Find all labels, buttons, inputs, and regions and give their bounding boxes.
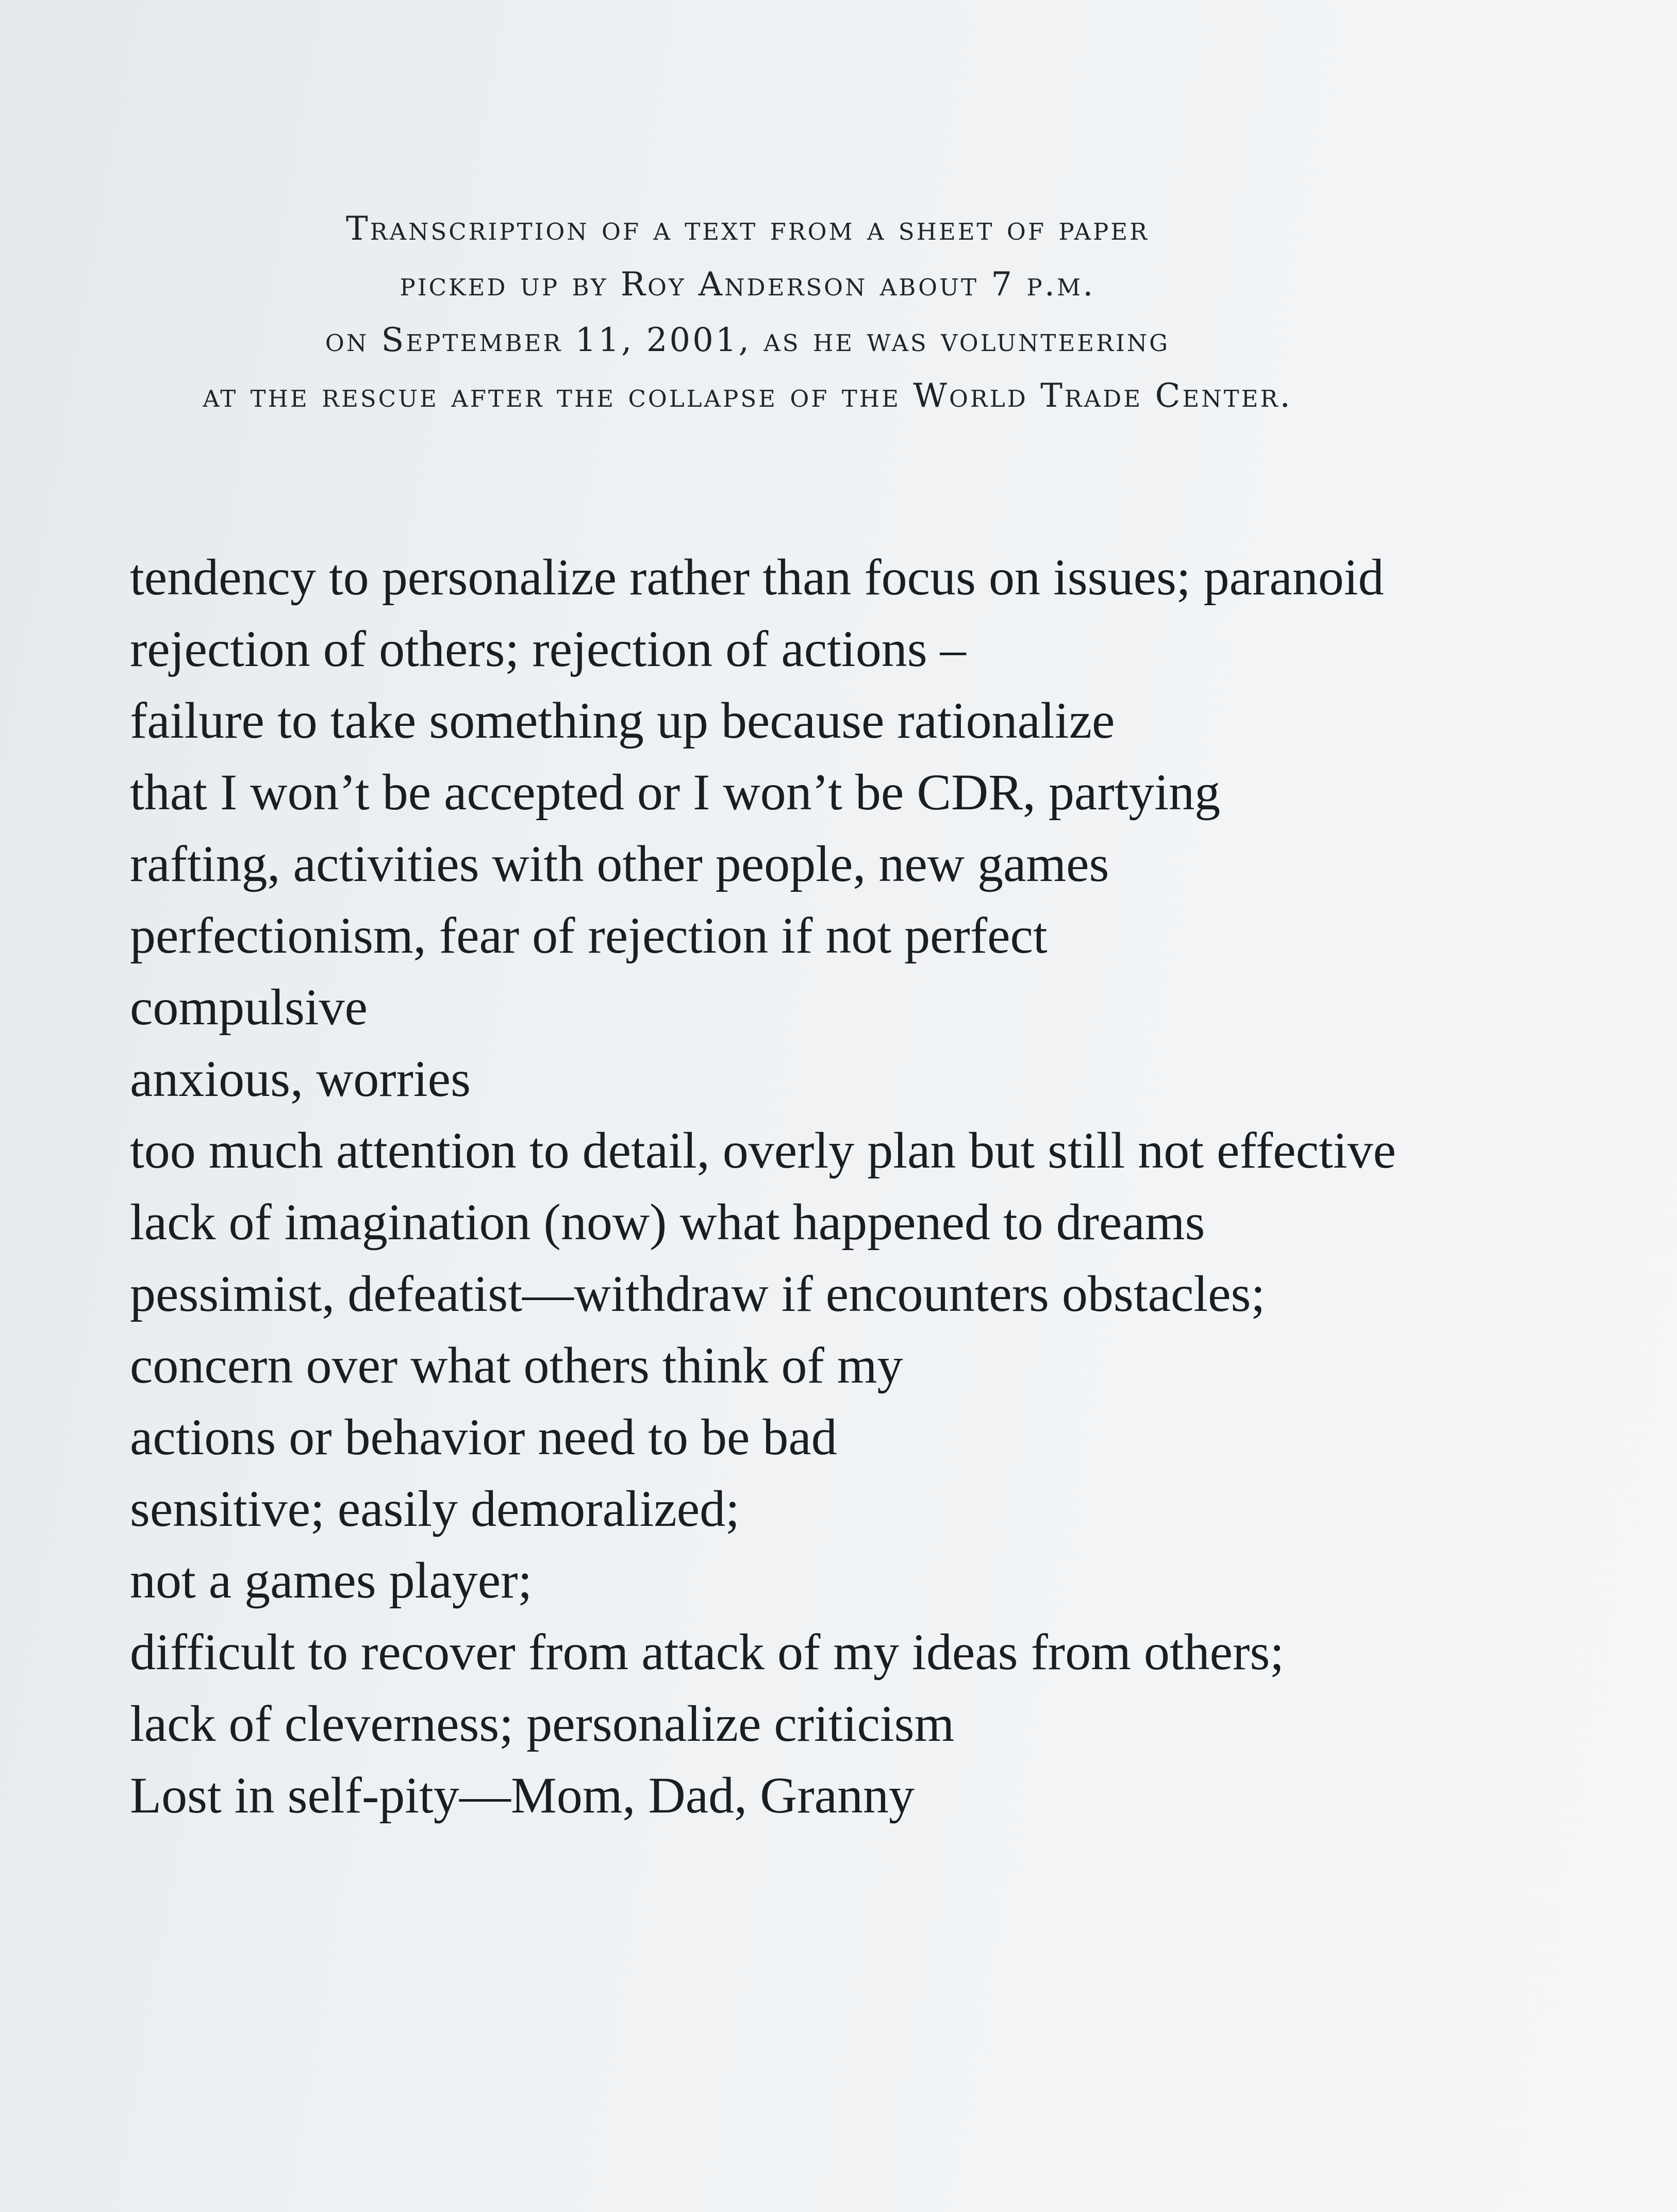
heading-line: Transcription of a text from a sheet of paper bbox=[345, 210, 1150, 248]
text-line: not a games player; bbox=[130, 1552, 533, 1609]
text-line: rafting, activities with other people, new games bbox=[130, 835, 1109, 892]
text-line: pessimist, defeatist––withdraw if encounters obstacles; bbox=[130, 1265, 1266, 1322]
text-line: failure to take something up because rationalize bbox=[130, 692, 1115, 749]
page-heading bbox=[93, 201, 1402, 424]
text-line: Lost in self-pity––Mom, Dad, Granny bbox=[130, 1767, 915, 1824]
text-line: lack of imagination (now) what happened to dreams bbox=[130, 1193, 1205, 1251]
transcribed-text bbox=[130, 541, 1522, 1831]
text-line: lack of cleverness; personalize criticism bbox=[130, 1695, 955, 1752]
text-line: sensitive; easily demoralized; bbox=[130, 1480, 740, 1537]
heading-line: at the rescue after the collapse of the World Trade Center. bbox=[203, 377, 1292, 415]
text-line: compulsive bbox=[130, 978, 368, 1036]
text-line: that I won’t be accepted or I won’t be CDR, partying bbox=[130, 763, 1221, 821]
text-line: perfectionism, fear of rejection if not perfect bbox=[130, 907, 1048, 964]
text-line: rejection of others; rejection of actions – bbox=[130, 620, 966, 677]
text-line: too much attention to detail, overly plan but still not effective bbox=[130, 1122, 1396, 1179]
text-line: concern over what others think of my bbox=[130, 1337, 903, 1394]
text-line: anxious, worries bbox=[130, 1050, 471, 1107]
text-line: tendency to personalize rather than focus on issues; paranoid bbox=[130, 548, 1384, 606]
text-line: difficult to recover from attack of my ideas from others; bbox=[130, 1623, 1285, 1681]
heading-line: picked up by Roy Anderson about 7 p.m. bbox=[400, 265, 1095, 304]
text-line: actions or behavior need to be bad bbox=[130, 1408, 837, 1466]
heading-line: on September 11, 2001, as he was volunteering bbox=[325, 321, 1170, 359]
